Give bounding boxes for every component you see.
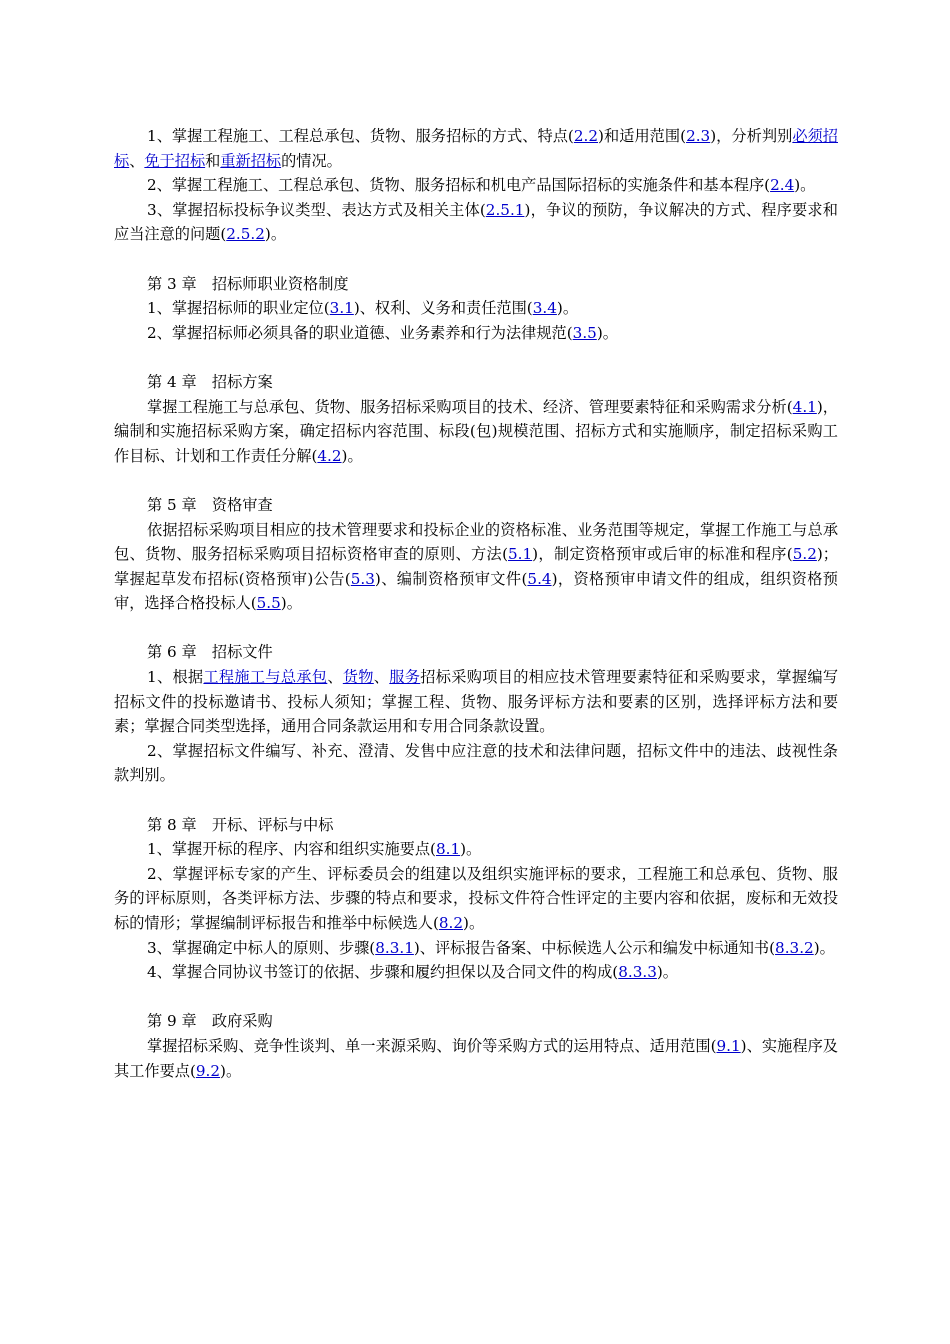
paragraph-5-1 bbox=[114, 518, 838, 616]
text: )、编制资格预审文件( bbox=[374, 569, 528, 588]
chapter-3-heading: 第 3 章 招标师职业资格制度 bbox=[147, 274, 349, 293]
text: 2、掌握评标专家的产生、评标委员会的组建以及组织实施评标的要求，工程施工和总承包、货物、服务的评标原则，各类评标方法、步骤的特点和要求，投标文件符合性评定的主要内容和依据，废标和无效投标的情形；掌握编制评标报告和推举中标候选人( bbox=[114, 864, 838, 932]
paragraph-4-1 bbox=[114, 395, 838, 469]
paragraph-8-2 bbox=[114, 862, 838, 936]
text: 2、掌握招标师必须具备的职业道德、业务素养和行为法律规范( bbox=[147, 323, 573, 342]
spacer bbox=[114, 247, 838, 272]
link-retender[interactable]: 重新招标 bbox=[220, 151, 282, 170]
chapter-8-heading: 第 8 章 开标、评标与中标 bbox=[147, 815, 334, 834]
text: )。 bbox=[264, 225, 287, 244]
text: )。 bbox=[656, 963, 678, 982]
text: 、 bbox=[129, 151, 145, 170]
paragraph-8-4 bbox=[114, 960, 838, 985]
text: 1、掌握招标师的职业定位( bbox=[147, 299, 330, 318]
text: 1、掌握工程施工、工程总承包、货物、服务招标的方式、特点( bbox=[147, 127, 574, 145]
text: )、实施程序及其工作要点( bbox=[114, 1036, 838, 1080]
paragraph-8-1 bbox=[114, 837, 838, 862]
link-5-4[interactable]: 5.4 bbox=[527, 569, 552, 588]
paragraph-2-2 bbox=[114, 173, 838, 198]
link-8-2[interactable]: 8.2 bbox=[438, 914, 464, 932]
paragraph-2-1 bbox=[114, 124, 838, 173]
link-must-tender[interactable]: 必须招标 bbox=[114, 127, 838, 170]
text: )。 bbox=[280, 594, 302, 613]
text: )，编制和实施招标采购方案，确定招标内容范围、标段(包)规模范围、招标方式和实施顺序，制定招标采购工作目标、计划和工作责任分解( bbox=[114, 397, 838, 465]
text: 依据招标采购项目相应的技术管理要求和投标企业的资格标准、业务范围等规定，掌握工作施工与总承包、货物、服务招标采购项目招标资格审查的原则、方法( bbox=[114, 520, 838, 564]
paragraph-9-1 bbox=[114, 1034, 838, 1083]
link-2-3[interactable]: 2.3 bbox=[686, 127, 711, 145]
link-construction[interactable]: 工程施工与总承包 bbox=[203, 668, 328, 687]
spacer bbox=[114, 985, 838, 1010]
text: 、 bbox=[373, 668, 390, 687]
link-5-2[interactable]: 5.2 bbox=[792, 545, 817, 564]
link-5-3[interactable]: 5.3 bbox=[350, 569, 375, 588]
paragraph-3-1 bbox=[114, 296, 838, 321]
text: 掌握招标采购、竞争性谈判、单一来源采购、询价等采购方式的运用特点、适用范围( bbox=[147, 1036, 717, 1055]
document-page bbox=[114, 124, 838, 1083]
link-3-5[interactable]: 3.5 bbox=[572, 323, 597, 342]
text: )。 bbox=[813, 938, 835, 957]
spacer bbox=[114, 468, 838, 493]
link-4-2[interactable]: 4.2 bbox=[317, 446, 342, 465]
link-5-5[interactable]: 5.5 bbox=[256, 594, 281, 613]
text: 的情况。 bbox=[281, 151, 342, 170]
text: )，分析判别 bbox=[710, 127, 793, 145]
text: 1、根据 bbox=[147, 668, 204, 687]
text: 3、掌握招标投标争议类型、表达方式及相关主体( bbox=[147, 200, 486, 219]
spacer bbox=[114, 788, 838, 813]
text: 4、掌握合同协议书签订的依据、步骤和履约担保以及合同文件的构成( bbox=[147, 963, 619, 982]
link-8-3-3[interactable]: 8.3.3 bbox=[618, 963, 657, 982]
text: )。 bbox=[220, 1061, 242, 1080]
link-3-4[interactable]: 3.4 bbox=[532, 299, 557, 318]
link-8-3-1[interactable]: 8.3.1 bbox=[375, 938, 414, 957]
link-9-2[interactable]: 9.2 bbox=[195, 1061, 221, 1080]
link-services[interactable]: 服务 bbox=[389, 668, 421, 687]
text: )。 bbox=[341, 446, 363, 465]
link-2-5-2[interactable]: 2.5.2 bbox=[226, 225, 265, 244]
chapter-5-heading: 第 5 章 资格审查 bbox=[147, 495, 273, 514]
text: )，制定资格预审或后审的标准和程序( bbox=[532, 545, 793, 564]
text: )，争议的预防，争议解决的方式、程序要求和应当注意的问题( bbox=[114, 200, 838, 244]
chapter-9-heading: 第 9 章 政府采购 bbox=[147, 1012, 273, 1031]
text: 、 bbox=[327, 668, 343, 687]
text: )；掌握起草发布招标(资格预审)公告( bbox=[114, 545, 838, 588]
link-4-1[interactable]: 4.1 bbox=[792, 397, 817, 416]
paragraph-8-3 bbox=[114, 936, 838, 961]
link-2-4[interactable]: 2.4 bbox=[770, 176, 795, 195]
chapter-4-heading: 第 4 章 招标方案 bbox=[147, 372, 273, 391]
text: 3、掌握确定中标人的原则、步骤( bbox=[147, 938, 376, 957]
link-5-1[interactable]: 5.1 bbox=[508, 545, 533, 564]
chapter-6-heading: 第 6 章 招标文件 bbox=[147, 643, 273, 662]
paragraph-3-2 bbox=[114, 321, 838, 346]
link-goods[interactable]: 货物 bbox=[342, 668, 374, 687]
text: )，资格预审申请文件的组成，组织资格预审，选择合格投标人( bbox=[114, 569, 838, 613]
paragraph-6-1 bbox=[114, 665, 838, 739]
link-3-1[interactable]: 3.1 bbox=[329, 299, 354, 318]
text: )和适用范围( bbox=[598, 127, 687, 145]
spacer bbox=[114, 345, 838, 370]
text: )。 bbox=[596, 323, 618, 342]
text: )。 bbox=[460, 840, 482, 859]
link-2-5-1[interactable]: 2.5.1 bbox=[485, 200, 525, 219]
text: 招标采购项目的相应技术管理要素特征和采购要求，掌握编写招标文件的投标邀请书、投标人须知；掌握工程、货物、服务评标方法和要素的区别，选择评标方法和要素；掌握合同类型选择，通用合同条款运用和专用合同条款设置。 bbox=[114, 668, 839, 736]
text: 2、掌握招标文件编写、补充、澄清、发售中应注意的技术和法律问题，招标文件中的违法、歧视性条款判别。 bbox=[114, 741, 838, 785]
link-9-1[interactable]: 9.1 bbox=[716, 1036, 741, 1055]
text: )、权利、义务和责任范围( bbox=[353, 299, 533, 318]
link-8-3-2[interactable]: 8.3.2 bbox=[775, 938, 814, 957]
text: 2、掌握工程施工、工程总承包、货物、服务招标和机电产品国际招标的实施条件和基本程序( bbox=[147, 176, 771, 195]
link-exempt-tender[interactable]: 免于招标 bbox=[144, 151, 206, 170]
paragraph-2-3 bbox=[114, 198, 838, 247]
text: 掌握工程施工与总承包、货物、服务招标采购项目的技术、经济、管理要素特征和采购需求分析( bbox=[147, 397, 793, 416]
text: )、评标报告备案、中标候选人公示和编发中标通知书( bbox=[413, 938, 776, 957]
text: )。 bbox=[556, 299, 579, 318]
spacer bbox=[114, 616, 838, 641]
paragraph-6-2 bbox=[114, 739, 838, 788]
link-8-1[interactable]: 8.1 bbox=[435, 840, 461, 859]
link-2-2[interactable]: 2.2 bbox=[573, 127, 599, 145]
text: 和 bbox=[205, 151, 221, 170]
text: )。 bbox=[794, 176, 816, 195]
text: )。 bbox=[463, 914, 485, 932]
text: 1、掌握开标的程序、内容和组织实施要点( bbox=[147, 840, 436, 859]
